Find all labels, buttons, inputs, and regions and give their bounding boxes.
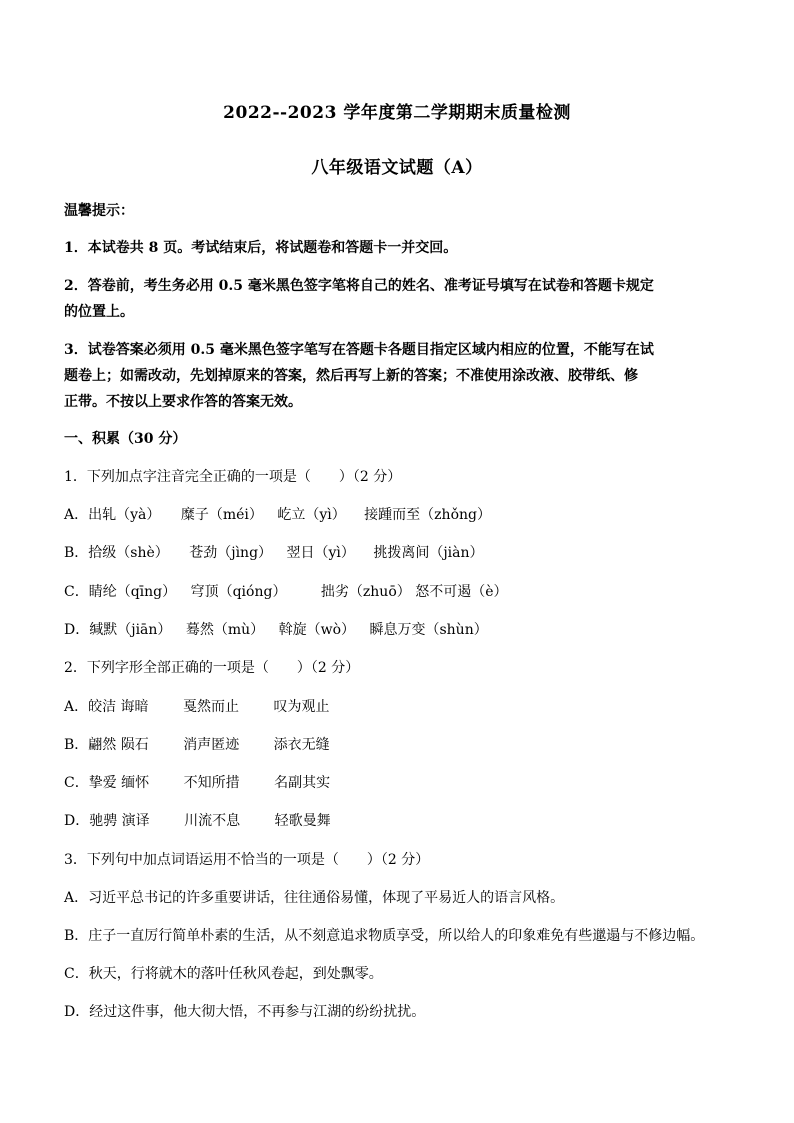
option-text: 屹立（yì）: [277, 507, 346, 523]
option-text: 川流不息: [184, 813, 241, 829]
option-text: 接踵而至（zhǒng）: [364, 507, 491, 523]
option-text: 轻歌曼舞: [274, 813, 331, 829]
question-1-option-a: [64, 505, 734, 525]
option-text: 叹为观止: [273, 699, 330, 715]
question-3-stem: 3．下列句中加点词语运用不恰当的一项是（ ）（2 分）: [64, 852, 430, 868]
question-2-option-c: [64, 773, 734, 793]
option-text: 不知所措: [183, 775, 240, 791]
option-text: 拙劣（zhuō）: [320, 584, 411, 600]
option-text: C．睛纶（qīng）: [64, 584, 177, 600]
question-3-option-d: D．经过这件事，他大彻大悟，不再参与江湖的纷纷扰扰。: [64, 1004, 426, 1020]
option-text: C．挚爱 缅怀: [64, 775, 150, 791]
option-text: D．驰骋 演译: [64, 813, 150, 829]
question-2-stem: 2．下列字形全部正确的一项是（ ）（2 分）: [64, 660, 360, 676]
option-text: 蓦然（mù）: [185, 622, 265, 638]
question-3-option-c: C．秋天，行将就木的落叶任秋风卷起，到处飘零。: [64, 966, 383, 982]
question-2-option-b: [64, 735, 734, 755]
question-1-stem: 1．下列加点字注音完全正确的一项是（ ）（2 分）: [64, 469, 402, 485]
option-text: 翌日（yì）: [286, 545, 355, 561]
question-2-option-d: [64, 811, 734, 831]
tip-item-3-cont-2: 正带。不按以上要求作答的答案无效。: [64, 394, 302, 410]
option-text: 消声匿迹: [183, 737, 240, 753]
tip-item-1: 1．本试卷共 8 页。考试结束后，将试题卷和答题卡一并交回。: [64, 240, 458, 256]
tips-label: 温馨提示：: [64, 203, 134, 219]
exam-subtitle: 八年级语文试题（A）: [311, 158, 483, 178]
option-text: 添衣无缝: [273, 737, 330, 753]
option-text: 名副其实: [274, 775, 331, 791]
option-text: 糜子（méi）: [180, 507, 263, 523]
question-1-option-c: [64, 582, 734, 602]
tip-item-3-cont-1: 题卷上；如需改动，先划掉原来的答案，然后再写上新的答案；不准使用涂改液、胶带纸、修: [64, 368, 638, 384]
question-1-option-d: [64, 620, 734, 640]
option-text: 瞬息万变（shùn）: [369, 622, 488, 638]
option-text: 怒不可遏（è）: [415, 584, 508, 600]
section-heading: 一、积累（30 分）: [64, 431, 187, 447]
exam-title: 2022--2023 学年度第二学期期末质量检测: [223, 103, 571, 123]
option-text: 挑拨离间（jiàn）: [373, 545, 484, 561]
tip-item-2-cont: 的位置上。: [64, 304, 134, 320]
option-text: A．皎洁 诲暗: [64, 699, 149, 715]
option-text: 戛然而止: [183, 699, 240, 715]
option-text: B．拾级（shè）: [64, 545, 169, 561]
option-text: D．缄默（jiān）: [64, 622, 172, 638]
option-text: 斡旋（wò）: [278, 622, 356, 638]
option-text: A．出轧（yà）: [64, 507, 161, 523]
option-text: 穹顶（qióng）: [190, 584, 287, 600]
option-text: B．翩然 陨石: [64, 737, 149, 753]
question-2-option-a: [64, 697, 734, 717]
question-3-option-a: A．习近平总书记的许多重要讲话，往往通俗易懂，体现了平易近人的语言风格。: [64, 890, 565, 906]
option-text: 苍劲（jìng）: [189, 545, 273, 561]
question-1-option-b: [64, 543, 734, 563]
tip-item-3: 3．试卷答案必须用 0.5 毫米黑色签字笔写在答题卡各题目指定区域内相应的位置，不能写在试: [64, 342, 654, 358]
question-3-option-b: B．庄子一直厉行简单朴素的生活，从不刻意追求物质享受，所以给人的印象难免有些邋遢与不修边幅。: [64, 928, 705, 944]
tip-item-2: 2．答卷前，考生务必用 0.5 毫米黑色签字笔将自己的姓名、准考证号填写在试卷和答题卡规定: [64, 278, 654, 294]
